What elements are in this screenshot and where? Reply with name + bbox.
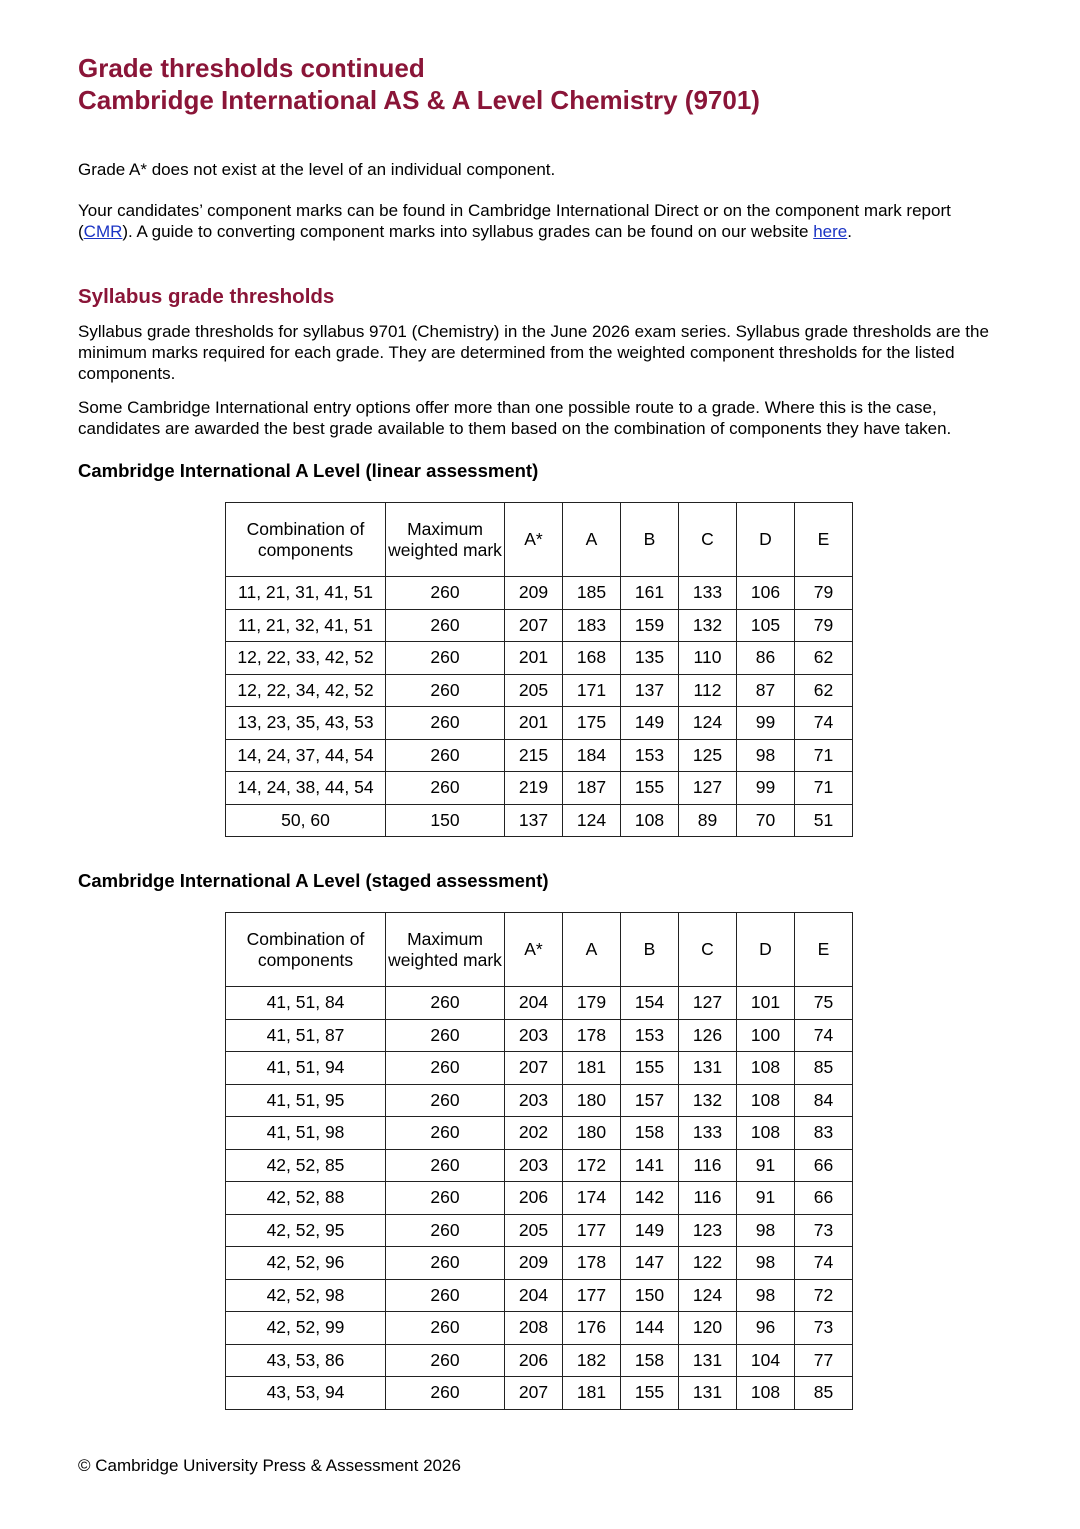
grade-threshold-cell: 79 (795, 577, 853, 610)
grade-threshold-cell: 106 (737, 577, 795, 610)
intro-paragraph-2 (78, 200, 1008, 242)
table-row (226, 1312, 853, 1345)
grade-threshold-cell: 150 (621, 1279, 679, 1312)
grade-threshold-cell: 74 (795, 1019, 853, 1052)
grade-threshold-cell: 202 (505, 1117, 563, 1150)
max-mark-cell: 260 (386, 609, 505, 642)
intro-text: ). A guide to converting component marks into syllabus grades can be found on our website (122, 222, 814, 241)
grade-threshold-cell: 66 (795, 1149, 853, 1182)
grade-threshold-cell: 142 (621, 1182, 679, 1215)
combination-cell: 42, 52, 98 (226, 1279, 386, 1312)
grade-threshold-cell: 99 (737, 772, 795, 805)
grade-threshold-cell: 187 (563, 772, 621, 805)
grade-threshold-cell: 206 (505, 1182, 563, 1215)
max-mark-cell: 260 (386, 987, 505, 1020)
column-header: Combination of components (226, 503, 386, 577)
grade-threshold-cell: 116 (679, 1149, 737, 1182)
grade-threshold-cell: 125 (679, 739, 737, 772)
grade-threshold-cell: 161 (621, 577, 679, 610)
max-mark-cell: 260 (386, 1344, 505, 1377)
table-body (226, 577, 853, 837)
grade-threshold-cell: 71 (795, 772, 853, 805)
grade-threshold-cell: 108 (621, 804, 679, 837)
grade-threshold-cell: 100 (737, 1019, 795, 1052)
grade-threshold-cell: 207 (505, 1377, 563, 1410)
grade-threshold-cell: 123 (679, 1214, 737, 1247)
max-mark-cell: 150 (386, 804, 505, 837)
grade-threshold-cell: 144 (621, 1312, 679, 1345)
grade-threshold-cell: 104 (737, 1344, 795, 1377)
combination-cell: 11, 21, 31, 41, 51 (226, 577, 386, 610)
table-row (226, 1117, 853, 1150)
grade-threshold-cell: 203 (505, 1084, 563, 1117)
column-header: B (621, 503, 679, 577)
page-subtitle: Cambridge International AS & A Level Chemistry (9701) (78, 85, 760, 115)
combination-cell: 42, 52, 85 (226, 1149, 386, 1182)
max-mark-cell: 260 (386, 577, 505, 610)
grade-threshold-cell: 62 (795, 642, 853, 675)
grade-threshold-cell: 209 (505, 1247, 563, 1280)
table-row (226, 1279, 853, 1312)
grade-threshold-cell: 99 (737, 707, 795, 740)
grade-threshold-cell: 120 (679, 1312, 737, 1345)
max-mark-cell: 260 (386, 1019, 505, 1052)
grade-threshold-cell: 203 (505, 1149, 563, 1182)
grade-threshold-cell: 133 (679, 1117, 737, 1150)
grade-threshold-cell: 74 (795, 1247, 853, 1280)
max-mark-cell: 260 (386, 1312, 505, 1345)
grade-threshold-cell: 62 (795, 674, 853, 707)
grade-threshold-cell: 66 (795, 1182, 853, 1215)
grade-threshold-cell: 153 (621, 739, 679, 772)
copyright-footer: © Cambridge University Press & Assessment 2026 (78, 1456, 461, 1475)
grade-threshold-cell: 73 (795, 1214, 853, 1247)
grade-threshold-cell: 155 (621, 772, 679, 805)
grade-threshold-cell: 205 (505, 674, 563, 707)
grade-threshold-cell: 84 (795, 1084, 853, 1117)
table-row (226, 1214, 853, 1247)
combination-cell: 11, 21, 32, 41, 51 (226, 609, 386, 642)
grade-threshold-cell: 89 (679, 804, 737, 837)
grade-threshold-cell: 131 (679, 1377, 737, 1410)
grade-threshold-cell: 77 (795, 1344, 853, 1377)
grade-threshold-cell: 149 (621, 1214, 679, 1247)
combination-cell: 41, 51, 94 (226, 1052, 386, 1085)
grade-threshold-cell: 174 (563, 1182, 621, 1215)
grade-threshold-cell: 98 (737, 739, 795, 772)
grade-threshold-cell: 149 (621, 707, 679, 740)
grade-threshold-cell: 155 (621, 1377, 679, 1410)
grade-threshold-cell: 87 (737, 674, 795, 707)
grade-threshold-cell: 204 (505, 1279, 563, 1312)
grade-threshold-cell: 206 (505, 1344, 563, 1377)
grade-threshold-cell: 175 (563, 707, 621, 740)
grade-threshold-cell: 201 (505, 707, 563, 740)
grade-threshold-cell: 122 (679, 1247, 737, 1280)
grade-threshold-cell: 205 (505, 1214, 563, 1247)
grade-threshold-cell: 179 (563, 987, 621, 1020)
table-heading-staged: Cambridge International A Level (staged assessment) (78, 870, 549, 891)
combination-cell: 41, 51, 98 (226, 1117, 386, 1150)
column-header: D (737, 913, 795, 987)
section-paragraph-2: Some Cambridge International entry options offer more than one possible route to a grade. Where this is the case, candidates are awarded the best grade available to them based on the combination of components they have taken. (78, 398, 952, 438)
grade-threshold-cell: 124 (679, 1279, 737, 1312)
grade-threshold-cell: 126 (679, 1019, 737, 1052)
max-mark-cell: 260 (386, 1214, 505, 1247)
grade-threshold-cell: 137 (621, 674, 679, 707)
combination-cell: 12, 22, 33, 42, 52 (226, 642, 386, 675)
grade-threshold-cell: 178 (563, 1019, 621, 1052)
grade-threshold-cell: 208 (505, 1312, 563, 1345)
table-row (226, 707, 853, 740)
intro-text: Your candidates’ component marks can be found in Cambridge International Direct or on the component mark report ( (78, 201, 951, 241)
column-header: Maximum weighted mark (386, 913, 505, 987)
column-header: Combination of components (226, 913, 386, 987)
grade-threshold-cell: 108 (737, 1052, 795, 1085)
column-header: B (621, 913, 679, 987)
table-row (226, 1052, 853, 1085)
cmr-link[interactable]: CMR (83, 222, 123, 241)
table-heading-linear: Cambridge International A Level (linear assessment) (78, 460, 539, 481)
grade-threshold-cell: 86 (737, 642, 795, 675)
grade-threshold-cell: 124 (563, 804, 621, 837)
grade-threshold-cell: 184 (563, 739, 621, 772)
max-mark-cell: 260 (386, 1377, 505, 1410)
column-header: A* (505, 503, 563, 577)
max-mark-cell: 260 (386, 1117, 505, 1150)
table-row (226, 609, 853, 642)
grade-threshold-cell: 101 (737, 987, 795, 1020)
grade-threshold-cell: 132 (679, 1084, 737, 1117)
grade-threshold-cell: 158 (621, 1344, 679, 1377)
grade-threshold-cell: 124 (679, 707, 737, 740)
grade-threshold-cell: 215 (505, 739, 563, 772)
table-row (226, 772, 853, 805)
table-row (226, 1019, 853, 1052)
grade-threshold-cell: 181 (563, 1052, 621, 1085)
grade-threshold-cell: 204 (505, 987, 563, 1020)
combination-cell: 50, 60 (226, 804, 386, 837)
column-header: C (679, 503, 737, 577)
table-row (226, 674, 853, 707)
max-mark-cell: 260 (386, 1279, 505, 1312)
grade-threshold-cell: 85 (795, 1052, 853, 1085)
grade-threshold-cell: 71 (795, 739, 853, 772)
grade-threshold-cell: 70 (737, 804, 795, 837)
grade-threshold-cell: 112 (679, 674, 737, 707)
table-row (226, 1344, 853, 1377)
max-mark-cell: 260 (386, 1182, 505, 1215)
combination-cell: 14, 24, 37, 44, 54 (226, 739, 386, 772)
grade-threshold-cell: 177 (563, 1214, 621, 1247)
grade-threshold-cell: 147 (621, 1247, 679, 1280)
combination-cell: 41, 51, 87 (226, 1019, 386, 1052)
column-header: A* (505, 913, 563, 987)
max-mark-cell: 260 (386, 1247, 505, 1280)
combination-cell: 13, 23, 35, 43, 53 (226, 707, 386, 740)
grade-threshold-cell: 168 (563, 642, 621, 675)
grade-threshold-cell: 51 (795, 804, 853, 837)
grade-threshold-cell: 96 (737, 1312, 795, 1345)
column-header: Maximum weighted mark (386, 503, 505, 577)
table-header-row (226, 503, 853, 577)
grade-threshold-cell: 108 (737, 1084, 795, 1117)
table-header-row (226, 913, 853, 987)
grade-threshold-cell: 207 (505, 1052, 563, 1085)
combination-cell: 42, 52, 95 (226, 1214, 386, 1247)
grade-threshold-cell: 178 (563, 1247, 621, 1280)
grade-threshold-cell: 172 (563, 1149, 621, 1182)
grade-threshold-cell: 85 (795, 1377, 853, 1410)
max-mark-cell: 260 (386, 674, 505, 707)
grade-threshold-cell: 219 (505, 772, 563, 805)
grade-threshold-cell: 127 (679, 772, 737, 805)
combination-cell: 42, 52, 88 (226, 1182, 386, 1215)
grade-threshold-cell: 105 (737, 609, 795, 642)
column-header: A (563, 503, 621, 577)
grade-threshold-cell: 171 (563, 674, 621, 707)
grade-threshold-cell: 133 (679, 577, 737, 610)
grade-threshold-cell: 176 (563, 1312, 621, 1345)
grade-threshold-cell: 75 (795, 987, 853, 1020)
grade-threshold-cell: 132 (679, 609, 737, 642)
grade-threshold-cell: 79 (795, 609, 853, 642)
grade-threshold-cell: 131 (679, 1344, 737, 1377)
grade-threshold-cell: 127 (679, 987, 737, 1020)
grade-threshold-cell: 73 (795, 1312, 853, 1345)
table-row (226, 642, 853, 675)
grade-threshold-cell: 116 (679, 1182, 737, 1215)
grade-threshold-cell: 74 (795, 707, 853, 740)
grade-threshold-cell: 153 (621, 1019, 679, 1052)
max-mark-cell: 260 (386, 642, 505, 675)
grade-threshold-cell: 154 (621, 987, 679, 1020)
combination-cell: 42, 52, 99 (226, 1312, 386, 1345)
grade-threshold-cell: 131 (679, 1052, 737, 1085)
grade-threshold-cell: 91 (737, 1182, 795, 1215)
grade-threshold-cell: 157 (621, 1084, 679, 1117)
table-row (226, 1182, 853, 1215)
grade-threshold-cell: 83 (795, 1117, 853, 1150)
grade-threshold-cell: 181 (563, 1377, 621, 1410)
grade-threshold-cell: 141 (621, 1149, 679, 1182)
grade-threshold-cell: 98 (737, 1279, 795, 1312)
document-page (78, 52, 1008, 1410)
grade-threshold-cell: 137 (505, 804, 563, 837)
table-row (226, 1084, 853, 1117)
grade-threshold-cell: 98 (737, 1247, 795, 1280)
max-mark-cell: 260 (386, 1084, 505, 1117)
combination-cell: 12, 22, 34, 42, 52 (226, 674, 386, 707)
section-paragraph-1: Syllabus grade thresholds for syllabus 9701 (Chemistry) in the June 2026 exam series. Syllabus grade thresholds are the minimum marks required for each grade. They are determined from the weighted component thresholds for the listed components. (78, 322, 989, 383)
grade-threshold-cell: 203 (505, 1019, 563, 1052)
page-title: Grade thresholds continued (78, 53, 425, 83)
max-mark-cell: 260 (386, 1052, 505, 1085)
table-row (226, 1377, 853, 1410)
combination-cell: 14, 24, 38, 44, 54 (226, 772, 386, 805)
table-row (226, 577, 853, 610)
grade-threshold-cell: 201 (505, 642, 563, 675)
section-heading: Syllabus grade thresholds (78, 285, 335, 308)
table-body (226, 987, 853, 1410)
max-mark-cell: 260 (386, 772, 505, 805)
column-header: D (737, 503, 795, 577)
grade-threshold-cell: 182 (563, 1344, 621, 1377)
grade-threshold-cell: 98 (737, 1214, 795, 1247)
max-mark-cell: 260 (386, 739, 505, 772)
column-header: E (795, 913, 853, 987)
max-mark-cell: 260 (386, 1149, 505, 1182)
combination-cell: 42, 52, 96 (226, 1247, 386, 1280)
grade-threshold-cell: 158 (621, 1117, 679, 1150)
grade-threshold-cell: 180 (563, 1117, 621, 1150)
table-row (226, 739, 853, 772)
max-mark-cell: 260 (386, 707, 505, 740)
intro-paragraph-1: Grade A* does not exist at the level of an individual component. (78, 160, 556, 179)
combination-cell: 43, 53, 94 (226, 1377, 386, 1410)
combination-cell: 43, 53, 86 (226, 1344, 386, 1377)
grade-threshold-cell: 183 (563, 609, 621, 642)
grade-threshold-cell: 91 (737, 1149, 795, 1182)
grade-threshold-cell: 110 (679, 642, 737, 675)
staged-thresholds-table (225, 912, 853, 1410)
column-header: A (563, 913, 621, 987)
grade-threshold-cell: 209 (505, 577, 563, 610)
grade-threshold-cell: 108 (737, 1377, 795, 1410)
grade-threshold-cell: 155 (621, 1052, 679, 1085)
grade-threshold-cell: 180 (563, 1084, 621, 1117)
grade-threshold-cell: 72 (795, 1279, 853, 1312)
guide-here-link[interactable]: here (813, 222, 848, 241)
grade-threshold-cell: 108 (737, 1117, 795, 1150)
table-row (226, 987, 853, 1020)
grade-threshold-cell: 159 (621, 609, 679, 642)
combination-cell: 41, 51, 95 (226, 1084, 386, 1117)
linear-thresholds-table (225, 502, 853, 837)
column-header: E (795, 503, 853, 577)
grade-threshold-cell: 177 (563, 1279, 621, 1312)
grade-threshold-cell: 135 (621, 642, 679, 675)
column-header: C (679, 913, 737, 987)
grade-threshold-cell: 185 (563, 577, 621, 610)
table-row (226, 804, 853, 837)
intro-text: . (847, 222, 852, 241)
table-row (226, 1149, 853, 1182)
table-row (226, 1247, 853, 1280)
grade-threshold-cell: 207 (505, 609, 563, 642)
combination-cell: 41, 51, 84 (226, 987, 386, 1020)
